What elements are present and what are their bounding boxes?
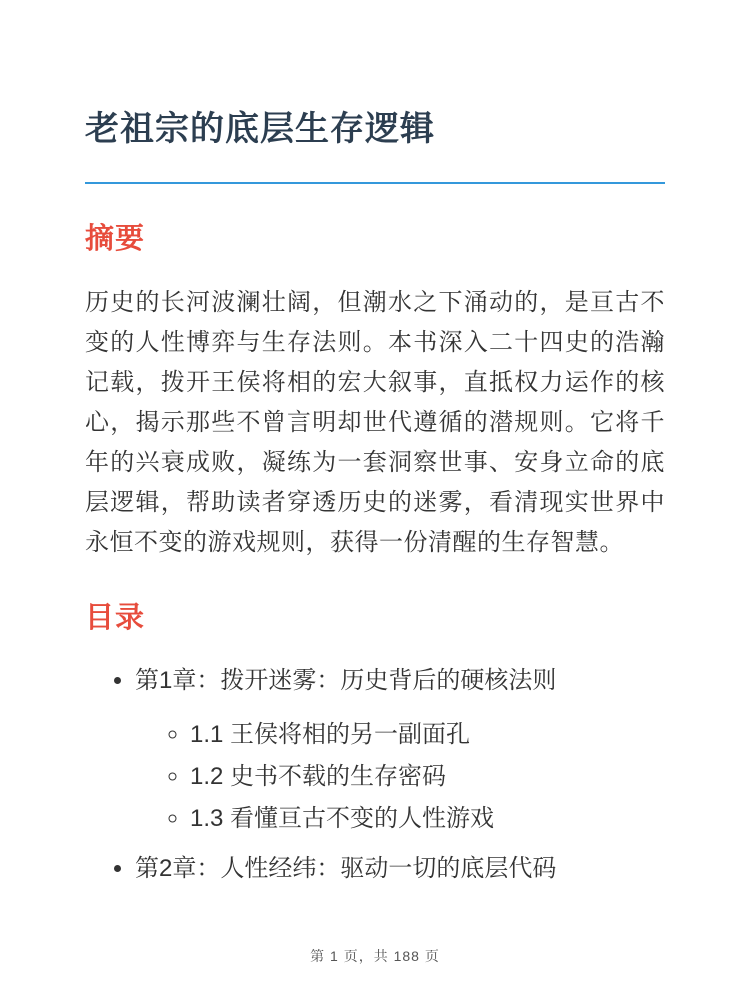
abstract-paragraph: 历史的长河波澜壮阔，但潮水之下涌动的，是亘古不变的人性博弈与生存法则。本书深入二十四史的浩瀚记载，拨开王侯将相的宏大叙事，直抵权力运作的核心，揭示那些不曾言明却世代遵循的潜规则。它将千年的兴衰成败，凝练为一套洞察世事、安身立命的底层逻辑，帮助读者穿透历史的迷雾，看清现实世界中永恒不变的游戏规则，获得一份清醒的生存智慧。 xyxy=(85,289,665,557)
toc-subitem-1-1 xyxy=(190,717,665,753)
page-number: 第 1 页，共 188 页 xyxy=(310,948,440,964)
toc-subitem-1-2 xyxy=(190,759,665,795)
page-title: 老祖宗的底层生存逻辑 xyxy=(85,110,435,148)
toc-list xyxy=(85,663,665,887)
toc-heading: 目录 xyxy=(85,602,146,635)
toc-chapter-1-label: 第1章：拨开迷雾：历史背后的硬核法则 xyxy=(135,667,557,695)
toc-chapter-2-label: 第2章：人性经纬：驱动一切的底层代码 xyxy=(135,855,557,883)
toc-chapter-1-sublist xyxy=(135,717,665,837)
toc-subitem-1-3 xyxy=(190,801,665,837)
abstract-heading: 摘要 xyxy=(85,222,146,255)
toc-subitem-1-2-label: 1.2 史书不载的生存密码 xyxy=(190,763,447,791)
toc-chapter-2 xyxy=(135,851,665,887)
toc-chapter-1 xyxy=(135,663,665,837)
toc-subitem-1-3-label: 1.3 看懂亘古不变的人性游戏 xyxy=(190,805,495,833)
title-divider xyxy=(85,182,665,184)
toc-subitem-1-1-label: 1.1 王侯将相的另一副面孔 xyxy=(190,721,471,749)
